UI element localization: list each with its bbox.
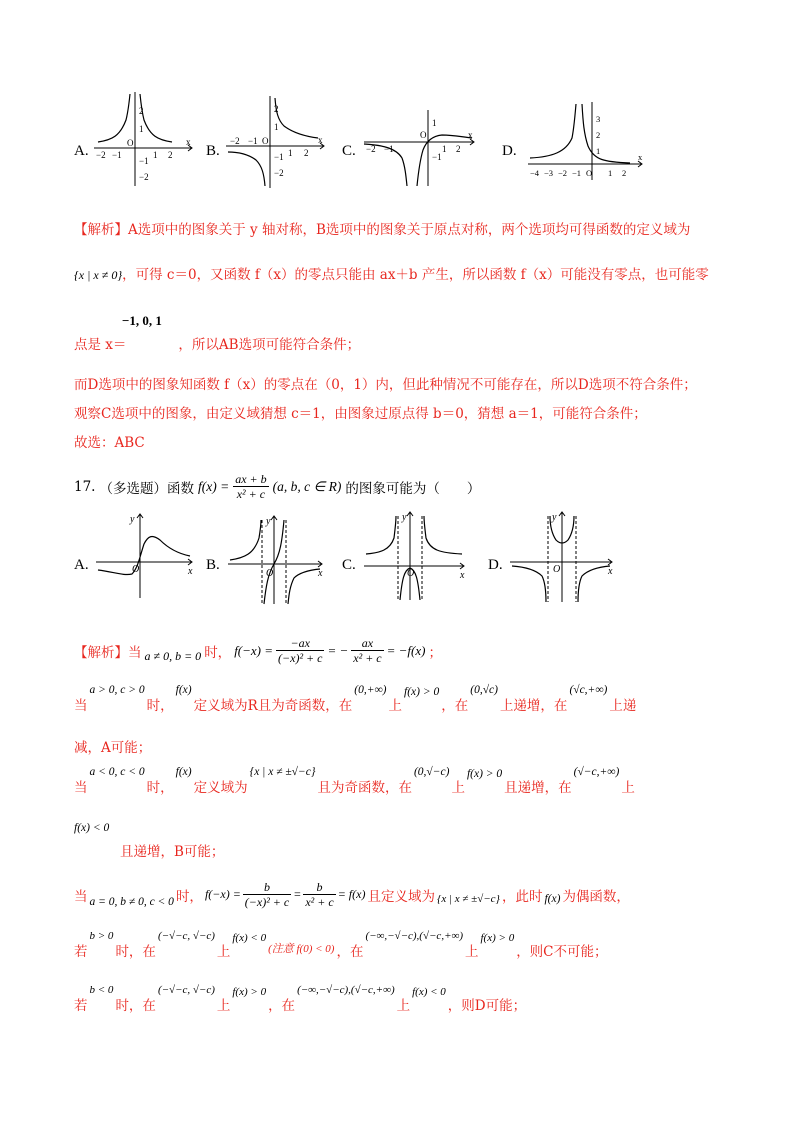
analysis16-line3-tail: ，所以AB选项可能符合条件； [178, 337, 361, 353]
tick-label: O [420, 130, 427, 140]
tick-label: −1 [274, 152, 284, 162]
axis-x-label: x [318, 568, 323, 579]
tick-label: 1 [432, 118, 437, 128]
tick-label: 3 [596, 114, 601, 124]
graph-17b [226, 514, 330, 606]
analysis17-line1: 【解析】当 a ≠ 0, b = 0 时， f(−x) = $\frac{-ax}{\text{(−x)² + c}}$ = − $\frac{ax}{\text{x² + c}}$ = −f(x) ； [74, 636, 442, 665]
function-condition: (a, b, c ∈ R) [272, 478, 342, 494]
origin-label: O [132, 564, 140, 575]
analysis16-line3: 点是 x＝ [74, 337, 127, 353]
analysis17-line3-end: f(x) < 0 [74, 822, 110, 834]
option-a-label: A. [74, 557, 89, 573]
question-17 [74, 472, 480, 501]
tick-label: 2 [456, 144, 461, 154]
tick-label: O [127, 138, 134, 148]
option-b-label: B. [206, 557, 220, 573]
zeros-list: −1, 0, 1 [122, 313, 162, 328]
question-tag: （多选题）函数 [99, 480, 194, 497]
tick-label: −2 [230, 136, 240, 146]
axis-x-label: x [608, 566, 613, 577]
graph-17d [508, 510, 616, 604]
origin-label: O [266, 568, 274, 579]
origin-label: O [553, 564, 561, 575]
tick-label: 2 [274, 104, 279, 114]
graph-16a [90, 90, 200, 190]
domain-set: {x | x ≠ 0} [74, 268, 123, 282]
axis-y-label: y [402, 512, 407, 523]
tick-label: O [262, 136, 269, 146]
tick-label: 1 [596, 146, 601, 156]
tick-label: −2 [139, 172, 149, 182]
question-tail: 的图象可能为（ ） [345, 480, 481, 497]
axis-x-label: x [460, 570, 465, 581]
tick-label: −3 [544, 168, 554, 178]
function-fraction: $\frac{ax + b}{\text{x² + c}}$ [235, 472, 267, 501]
tick-label: 2 [139, 106, 144, 116]
question-number: 17. [74, 478, 96, 495]
analysis17-line3: 当 a < 0, c < 0 时， f(x) 定义域为 {x | x ≠ ±√−c} 且为奇函数，在 (0,√−c) 上 f(x) > 0 且递增，在 (√−c,+∞) 上 [74, 766, 635, 796]
axis-y-label: y [266, 516, 271, 527]
option-d-label: D. [488, 557, 503, 573]
analysis17-line3-tail: 且递增，B可能； [120, 844, 225, 860]
axis-x-label: x [188, 566, 193, 577]
analysis17-line6: 若 b < 0 时，在 (−√−c, √−c) 上 f(x) > 0 ，在 (−∞,−√−c),(√−c,+∞) 上 f(x) < 0 ，则D可能； [74, 984, 527, 1014]
analysis16-line1: 【解析】A选项中的图象关于 y 轴对称，B选项中的图象关于原点对称，两个选项均可得函数的定义域为 [74, 222, 691, 238]
axis-y-label: y [552, 512, 557, 523]
analysis17-line2: 当 a > 0, c > 0 时， f(x) 定义域为R且为奇函数，在 (0,+∞) 上 f(x) > 0 ，在 (0,√c) 上递增，在 (√c,+∞) 上递 [74, 684, 637, 714]
tick-label: 1 [274, 122, 279, 132]
analysis16-line2: ，可得 c＝0，又函数 f（x）的零点只能由 ax＋b 产生，所以函数 f（x）可能没有零点，也可能零 [122, 267, 709, 283]
tick-label: −2 [366, 144, 376, 154]
option-a-label: A. [74, 143, 89, 159]
tick-label: −1 [112, 150, 122, 160]
analysis17-line5: 若 b > 0 时，在 (−√−c, √−c) 上 f(x) < 0 (注意 f(0) < 0) ，在 (−∞,−√−c),(√−c,+∞) 上 f(x) > 0 ，则C不可能； [74, 930, 608, 960]
tick-label: −1 [432, 152, 442, 162]
tick-label: 1 [153, 150, 158, 160]
tick-label: 2 [622, 168, 627, 178]
tick-label: 2 [168, 150, 173, 160]
option-b-label: B. [206, 143, 220, 159]
tick-label: −2 [96, 150, 106, 160]
tick-label: x [468, 130, 473, 140]
graph-16c [362, 108, 480, 188]
tick-label: 1 [442, 144, 447, 154]
tick-label: −1 [572, 168, 582, 178]
tick-label: 2 [596, 130, 601, 140]
tick-label: x [318, 135, 323, 145]
option-c-label: C. [342, 557, 356, 573]
option-d-label: D. [502, 143, 517, 159]
tick-label: 1 [139, 124, 144, 134]
graph-17c [362, 510, 470, 602]
tick-label: −4 [530, 168, 540, 178]
tick-label: x [638, 152, 643, 162]
graph-16d [526, 100, 648, 182]
graph-17a [94, 512, 198, 602]
analysis16-line5: 观察C选项中的图象，由定义域猜想 c＝1，由图象过原点得 b＝0，猜想 a＝1，可能符合条件； [74, 406, 647, 422]
tick-label: O [586, 168, 593, 178]
origin-label: O [407, 568, 415, 579]
analysis16-line4: 而D选项中的图象知函数 f（x）的零点在（0，1）内，但此种情况不可能存在，所以D选项不符合条件； [74, 377, 697, 393]
analysis17-line2-end: 减，A可能； [74, 740, 152, 756]
tick-label: 1 [288, 148, 293, 158]
analysis17-line4: 当 a = 0, b ≠ 0, c < 0 时， f(−x) = $\frac{b}{\text{(−x)² + c}}$ = $\frac{b}{\text{x² + c}}$ = f(x) 且定义域为 {x | x ≠ ±√−c} ，此时 f(x) 为偶函数， [74, 880, 630, 909]
function-name: f(x) = [197, 478, 230, 494]
option-c-label: C. [342, 143, 356, 159]
tick-label: −2 [274, 168, 284, 178]
tick-label: −2 [558, 168, 568, 178]
tick-label: 2 [304, 148, 309, 158]
tick-label: −1 [248, 136, 258, 146]
tick-label: 1 [608, 168, 613, 178]
graph-16b [222, 94, 332, 190]
tick-label: −1 [139, 156, 149, 166]
analysis16-answer: 故选：ABC [74, 435, 145, 451]
axis-y-label: y [130, 514, 135, 525]
tick-label: −1 [384, 144, 394, 154]
tick-label: x [186, 137, 191, 147]
